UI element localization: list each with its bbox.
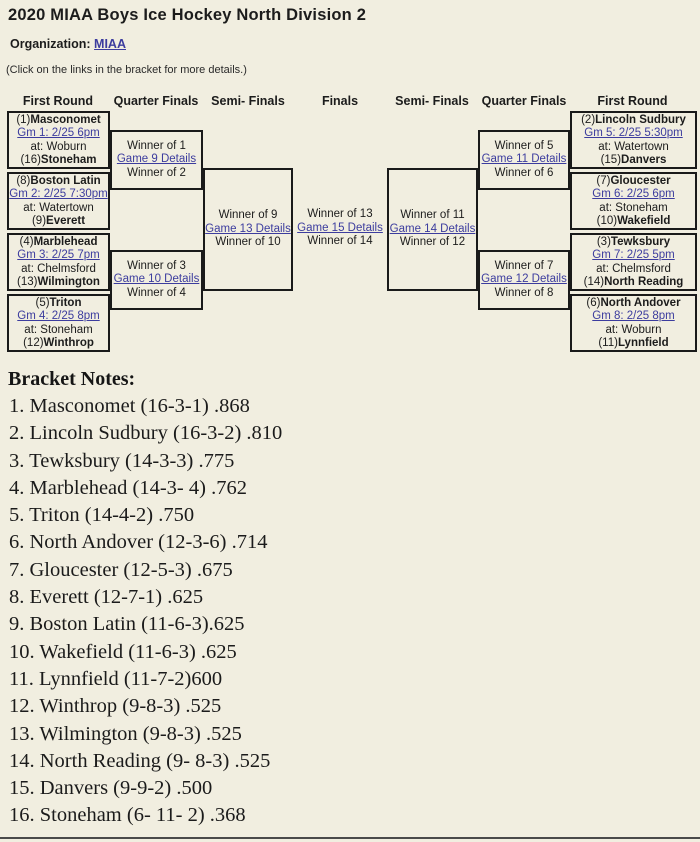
team-bottom: (11)Lynnfield <box>598 337 669 350</box>
game-location: at: Chelmsford <box>596 262 671 275</box>
column-header-first-round-right: First Round <box>597 94 668 108</box>
game-13-details-link[interactable]: Game 13 Details <box>205 222 291 235</box>
column-header-semi-finals-right: Semi- Finals <box>395 94 469 108</box>
organization-line <box>10 37 126 51</box>
game-3-link[interactable]: Gm 3: 2/25 7pm <box>17 249 100 262</box>
match-box-game-15: Winner of 13 Game 15 Details Winner of 14 <box>297 208 383 247</box>
team-bottom: (12)Winthrop <box>23 337 94 350</box>
game-11-details-link[interactable]: Game 11 Details <box>481 153 567 166</box>
game-5-link[interactable]: Gm 5: 2/25 5:30pm <box>584 127 683 140</box>
match-box-game-6 <box>570 172 697 230</box>
bracket-note-item: 12. Winthrop (9-8-3) .525 <box>9 695 222 718</box>
game-9-details-link[interactable]: Game 9 Details <box>116 153 197 166</box>
match-box-game-13: Winner of 9 Game 13 Details Winner of 10 <box>203 168 293 291</box>
match-box-game-10: Winner of 3 Game 10 Details Winner of 4 <box>110 250 203 310</box>
team-top: (3)Tewksbury <box>596 236 671 248</box>
organization-label: Organization: <box>10 37 91 51</box>
team-bottom: (14)North Reading <box>583 276 684 289</box>
team-bottom: (15)Danvers <box>600 154 667 167</box>
bracket-note-item: 7. Gloucester (12-5-3) .675 <box>9 558 233 581</box>
column-header-semi-finals-left: Semi- Finals <box>211 94 285 108</box>
page-title: 2020 MIAA Boys Ice Hockey North Division 2 <box>8 6 367 24</box>
organization-miaa-link[interactable]: MIAA <box>94 37 126 51</box>
team-top: (4)Marblehead <box>19 236 98 248</box>
bracket-note-item: 1. Masconomet (16-3-1) .868 <box>9 395 250 417</box>
game-location: at: Woburn <box>30 140 87 153</box>
match-box-game-8 <box>570 294 697 352</box>
match-box-game-9: Winner of 1 Game 9 Details Winner of 2 <box>110 130 203 190</box>
bracket-note-item: 4. Marblehead (14-3- 4) .762 <box>9 476 247 499</box>
game-1-link[interactable]: Gm 1: 2/25 6pm <box>17 127 100 140</box>
team-bottom: (13)Wilmington <box>17 276 100 289</box>
match-box-game-12: Winner of 7 Game 12 Details Winner of 8 <box>478 250 570 310</box>
bracket-note-item: 5. Triton (14-4-2) .750 <box>9 504 195 527</box>
game-6-link[interactable]: Gm 6: 2/25 6pm <box>592 188 675 201</box>
team-top: (6)North Andover <box>586 297 681 309</box>
bracket-note-item: 13. Wilmington (9-8-3) .525 <box>9 722 242 745</box>
bracket-notes-heading: Bracket Notes: <box>8 368 136 390</box>
bracket-note-item: 3. Tewksbury (14-3-3) .775 <box>9 449 235 472</box>
bracket-note-item: 15. Danvers (9-9-2) .500 <box>9 777 213 800</box>
match-box-game-1 <box>7 111 110 169</box>
team-top: (1)Masconomet <box>16 114 101 126</box>
game-15-details-link[interactable]: Game 15 Details <box>297 221 383 234</box>
match-box-game-2 <box>7 172 110 230</box>
match-box-game-3 <box>7 233 110 291</box>
match-box-game-11: Winner of 5 Game 11 Details Winner of 6 <box>478 130 570 190</box>
game-10-details-link[interactable]: Game 10 Details <box>113 273 200 286</box>
match-box-game-7 <box>570 233 697 291</box>
game-2-link[interactable]: Gm 2: 2/25 7:30pm <box>9 188 108 201</box>
column-header-finals: Finals <box>321 94 359 108</box>
team-bottom: (10)Wakefield <box>596 215 671 228</box>
team-top: (8)Boston Latin <box>16 175 101 187</box>
game-8-link[interactable]: Gm 8: 2/25 8pm <box>592 310 675 323</box>
bracket-note-item: 16. Stoneham (6- 11- 2) .368 <box>9 804 246 827</box>
bottom-divider <box>0 837 700 839</box>
bracket-note-item: 9. Boston Latin (11-6-3).625 <box>9 613 245 636</box>
bracket-note-item: 6. North Andover (12-3-6) .714 <box>9 531 268 554</box>
team-top: (7)Gloucester <box>596 175 671 187</box>
column-header-quarter-finals-right: Quarter Finals <box>481 94 567 108</box>
team-bottom: (9)Everett <box>31 215 86 228</box>
game-7-link[interactable]: Gm 7: 2/25 5pm <box>592 249 675 262</box>
bracket-instructions: (Click on the links in the bracket for more details.) <box>6 64 247 76</box>
game-location: at: Watertown <box>598 140 669 153</box>
bracket-note-item: 11. Lynnfield (11-7-2)600 <box>9 667 223 690</box>
game-location: at: Stoneham <box>24 323 93 336</box>
match-box-game-14: Winner of 11 Game 14 Details Winner of 12 <box>387 168 478 291</box>
game-location: at: Woburn <box>605 323 662 336</box>
bracket-note-item: 10. Wakefield (11-6-3) .625 <box>9 640 237 663</box>
bracket-note-item: 14. North Reading (9- 8-3) .525 <box>9 749 271 772</box>
bracket-note-item: 8. Everett (12-7-1) .625 <box>9 586 204 609</box>
bracket-notes-list <box>9 393 282 830</box>
column-header-quarter-finals-left: Quarter Finals <box>113 94 199 108</box>
team-top: (2)Lincoln Sudbury <box>581 114 686 126</box>
game-location: at: Watertown <box>23 201 94 214</box>
team-top: (5)Triton <box>35 297 82 309</box>
game-14-details-link[interactable]: Game 14 Details <box>389 222 476 235</box>
team-bottom: (16)Stoneham <box>20 154 97 167</box>
game-12-details-link[interactable]: Game 12 Details <box>481 273 567 286</box>
game-location: at: Stoneham <box>599 201 668 214</box>
game-4-link[interactable]: Gm 4: 2/25 8pm <box>17 310 100 323</box>
column-header-first-round-left: First Round <box>22 94 94 108</box>
game-location: at: Chelmsford <box>21 262 96 275</box>
match-box-game-4 <box>7 294 110 352</box>
bracket-note-item: 2. Lincoln Sudbury (16-3-2) .810 <box>9 422 283 445</box>
match-box-game-5 <box>570 111 697 169</box>
